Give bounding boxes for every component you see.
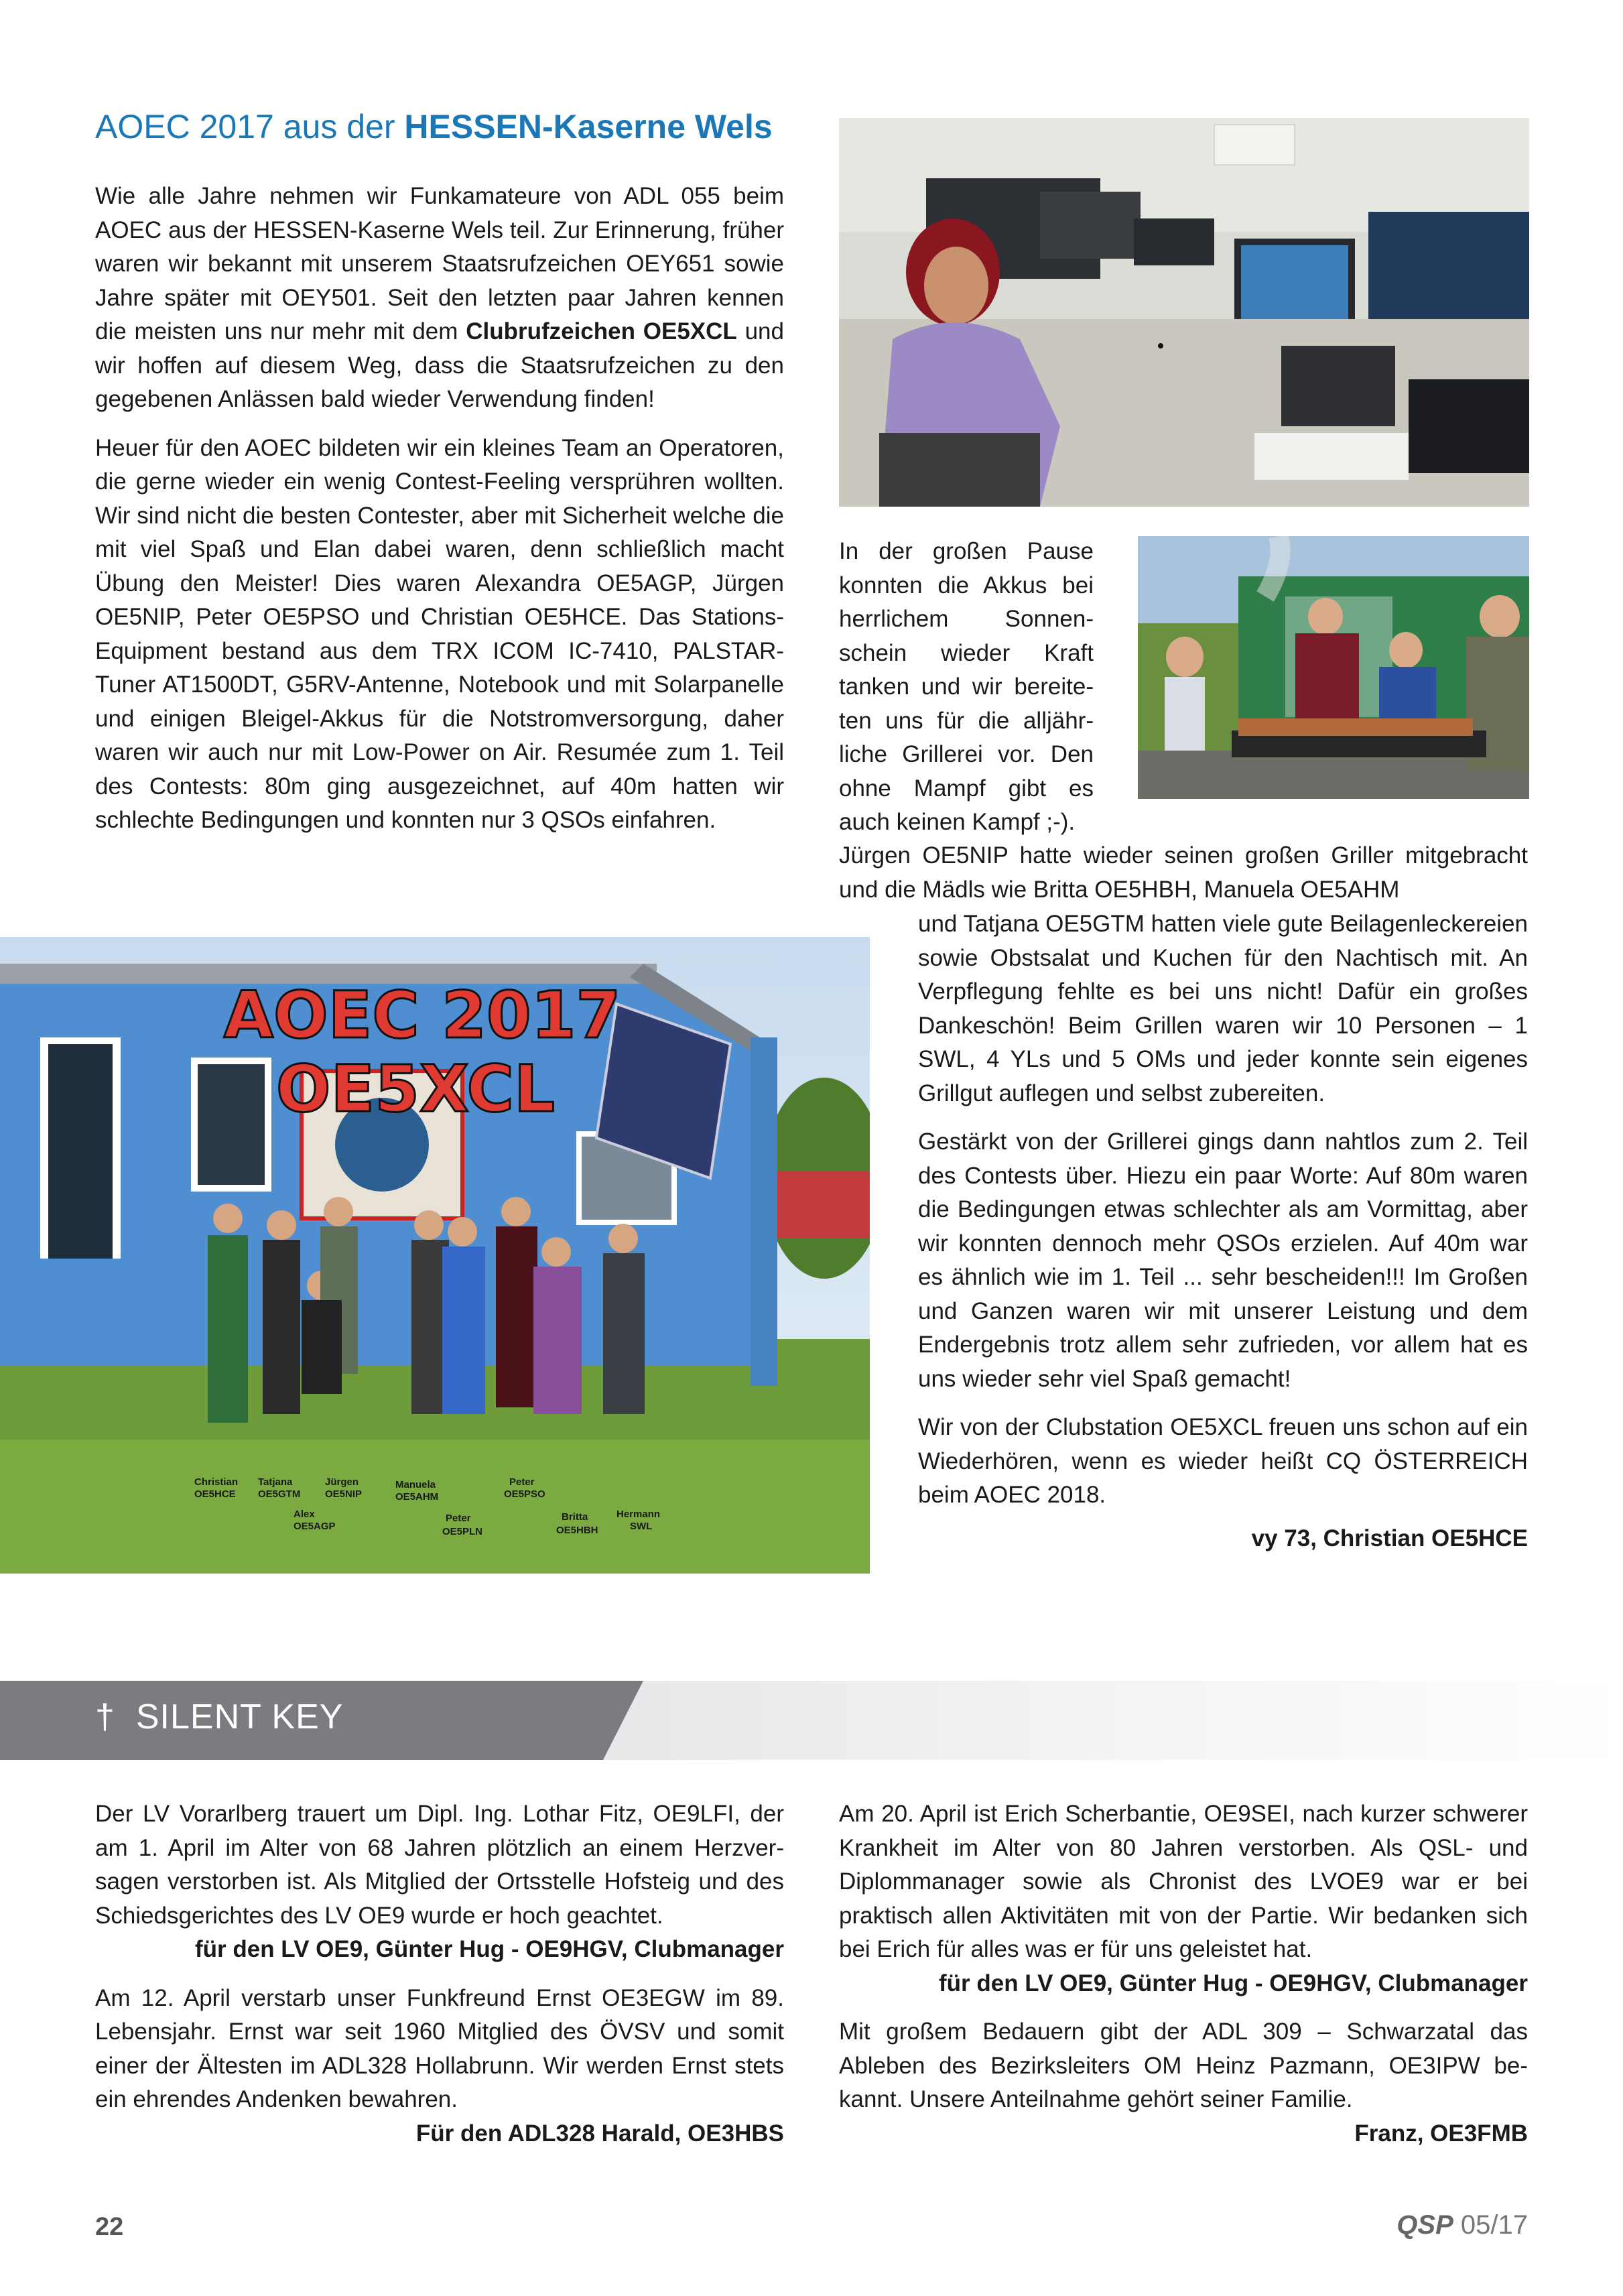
group-photo-caption-call: OE5GTM [258, 1488, 301, 1500]
group-photo-caption-call: OE5AHM [395, 1491, 439, 1503]
page-number: 22 [95, 2213, 124, 2241]
group-photo-caption-name: Tatjana [258, 1476, 293, 1488]
photo-operator-station [839, 118, 1529, 507]
article-signature: vy 73, Christian OE5HCE [1251, 1525, 1528, 1551]
silent-key-signature: Franz, OE3FMB [1354, 2120, 1528, 2147]
group-photo-caption-call: OE5PLN [442, 1526, 483, 1537]
group-photo-caption-name: Peter [446, 1513, 471, 1524]
group-photo-caption-name: Manuela [395, 1479, 436, 1490]
photo-bbq-grill [1138, 536, 1529, 799]
silent-key-signature: für den LV OE9, Günter Hug - OE9HGV, Clubmanager [938, 1970, 1528, 1996]
silent-key-column-right [839, 1797, 1528, 2165]
silent-key-entry: Am 20. April ist Erich Scherbantie, OE9SEI, nach kurzer schwerer Krankheit im Alter von 80 Jahren verstorben. Als QSL- und Diplommanager sowie als Chronist des LVOE9 war er bei praktisch allen Aktivitäten mit von der Partie. Wir bedanken sich bei Erich für alles was er für uns geleistet hat. [839, 1801, 1528, 1962]
group-photo-caption-name: Peter [509, 1476, 535, 1488]
article-column-left [95, 180, 784, 852]
silent-key-entry: Am 12. April verstarb unser Funkfreund Ernst OE3EGW im 89. Lebensjahr. Ernst war seit 1960 Mitglied des ÖVSV und somit einer der Ältesten im ADL328 Hollabrunn. Wir werden Ernst stets ein ehrendes Andenken bewahren. [95, 1984, 784, 2112]
article-paragraph-3-full-line: Jürgen OE5NIP hatte wieder seinen großen Griller mitgebracht und die Mädls wie Britta OE5HBH, Manuela OE5AHM [839, 842, 1528, 903]
group-photo-caption-call: OE5HCE [194, 1488, 236, 1500]
group-photo-caption-name: Hermann [616, 1509, 661, 1520]
magazine-logo: QSP [1397, 2210, 1453, 2240]
group-photo-caption-name: Britta [562, 1511, 588, 1523]
article-paragraph-2: Heuer für den AOEC bildeten wir ein kleines Team an Operatoren, die gerne wieder ein wenig Contest-Feeling versprühren wollten. Wir sind nicht die besten Contester, aber mit Sicherheit welche die mit viel Spaß und Elan dabei waren, denn schließlich macht Übung den Meister! Dies waren Alexandra OE5AGP, Jürgen OE5NIP, Peter OE5PSO und Christian OE5HCE. Das Stations-Equipment bestand aus dem TRX ICOM IC-7410, PALSTAR-Tuner AT1500DT, G5RV-Antenne, Notebook und mit Solarpanelle und einigen Bleigel-Akkus für die Notstromversorgung, daher waren wir auch nur mit Low-Power on Air. Resumée zum 1. Teil des Contests: 80m ging ausgezeichnet, auf 40m hatten wir schlechte Bedingungen und konnten nur 3 QSOs einfahren. [95, 434, 784, 833]
article-paragraph-4: Gestärkt von der Grillerei gings dann nahtlos zum 2. Teil des Contests über. Hiezu ein paar Worte: Auf 80m waren die Bedingungen etwas schlechter als am Vormittag, aber wir konnten dennoch mehr QSOs erzielen. Auf 40m war es ähnlich wie im 1. Teil ... sehr bescheiden!!! Im Großen und Ganzen waren wir mit unserer Leistung und dem Endergebnis trotz allem sehr zufrieden, vor allem hat es uns wieder sehr viel Spaß gemacht! [918, 1129, 1528, 1392]
article-paragraph-3-rest: und Tatjana OE5GTM hatten viele gute Beilagenleckereien sowie Obstsalat und Kuchen für den Nachtisch mit. An Verpflegung fehlte es bei uns nicht! Dafür ein großes Dankeschön! Beim Grillen waren wir 10 Personen – 1 SWL, 4 YLs und 5 OMs und jeder konnte sein eigenes Grillgut auflegen und selbst zubereiten. [918, 911, 1528, 1106]
group-photo-banner-line1: AOEC 2017 [223, 978, 621, 1053]
silent-key-column-left [95, 1797, 784, 2165]
article-paragraph-5: Wir von der Clubstation OE5XCL freuen uns schon auf ein Wiederhören, wenn es wieder heißt CQ ÖSTERREICH beim AOEC 2018. [918, 1414, 1528, 1508]
group-photo-caption-name: Alex [294, 1509, 315, 1520]
cross-icon: † [95, 1698, 115, 1736]
silent-key-signature: Für den ADL328 Harald, OE3HBS [415, 2120, 784, 2147]
article-paragraph-3-wrapped: In der großen Pause konnten die Akkus bei herrlichem Sonnenschein wieder Kraft tanken und wir bereiteten uns für die alljährliche Grillerei vor. Den ohne Mampf gibt es auch keinen Kampf ;-). [839, 538, 1094, 835]
group-photo-caption-call: OE5AGP [294, 1521, 336, 1532]
silent-key-signature: für den LV OE9, Günter Hug - OE9HGV, Clubmanager [194, 1936, 784, 1962]
group-photo-caption-name: Jürgen [325, 1476, 359, 1488]
group-photo-caption-call: OE5PSO [504, 1488, 545, 1500]
group-photo-caption-call: OE5HBH [556, 1525, 598, 1536]
silent-key-heading: † SILENT KEY [95, 1698, 344, 1736]
photo-group-aoec [0, 937, 870, 1574]
article-paragraph-1: Wie alle Jahre nehmen wir Funkamateure von ADL 055 beim AOEC aus der HESSEN-Kaserne Wels teil. Zur Erinnerung, früher waren wir bekannt mit unserem Staatsrufzeichen OEY651 sowie Jahre später mit OEY501. Seit den letzten paar Jahren kennen die meisten uns nur mehr mit dem Clubrufzeichen OE5XCL und wir hoffen auf diesem Weg, dass die Staatsrufzeichen zu den gegebenen Anlässen bald wieder Verwendung finden! [95, 183, 784, 412]
silent-key-entry: Der LV Vorarlberg trauert um Dipl. Ing. Lothar Fitz, OE9LFI, der am 1. April im Alter von 68 Jahren plötzlich an einem Herzversagen verstorben ist. Als Mitglied der Ortsstelle Hofsteig und des Schiedsgerichtes des LV OE9 wurde er hoch geachtet. [95, 1801, 784, 1929]
group-photo-caption-call: SWL [630, 1521, 653, 1532]
article-title: AOEC 2017 aus der HESSEN-Kaserne Wels [95, 108, 773, 145]
article-column-right-lower [918, 907, 1528, 1570]
group-photo-banner-line2: OE5XCL [275, 1051, 556, 1127]
silent-key-entry: Mit großem Bedauern gibt der ADL 309 – Schwarzatal das Ableben des Bezirksleiters OM Heinz Pazmann, OE3IPW bekannt. Unsere Anteilnahme gehört seiner Familie. [839, 2019, 1528, 2112]
group-photo-caption-name: Christian [194, 1476, 239, 1488]
group-photo-caption-call: OE5NIP [325, 1488, 363, 1500]
magazine-issue: QSP 05/17 [1397, 2210, 1528, 2240]
